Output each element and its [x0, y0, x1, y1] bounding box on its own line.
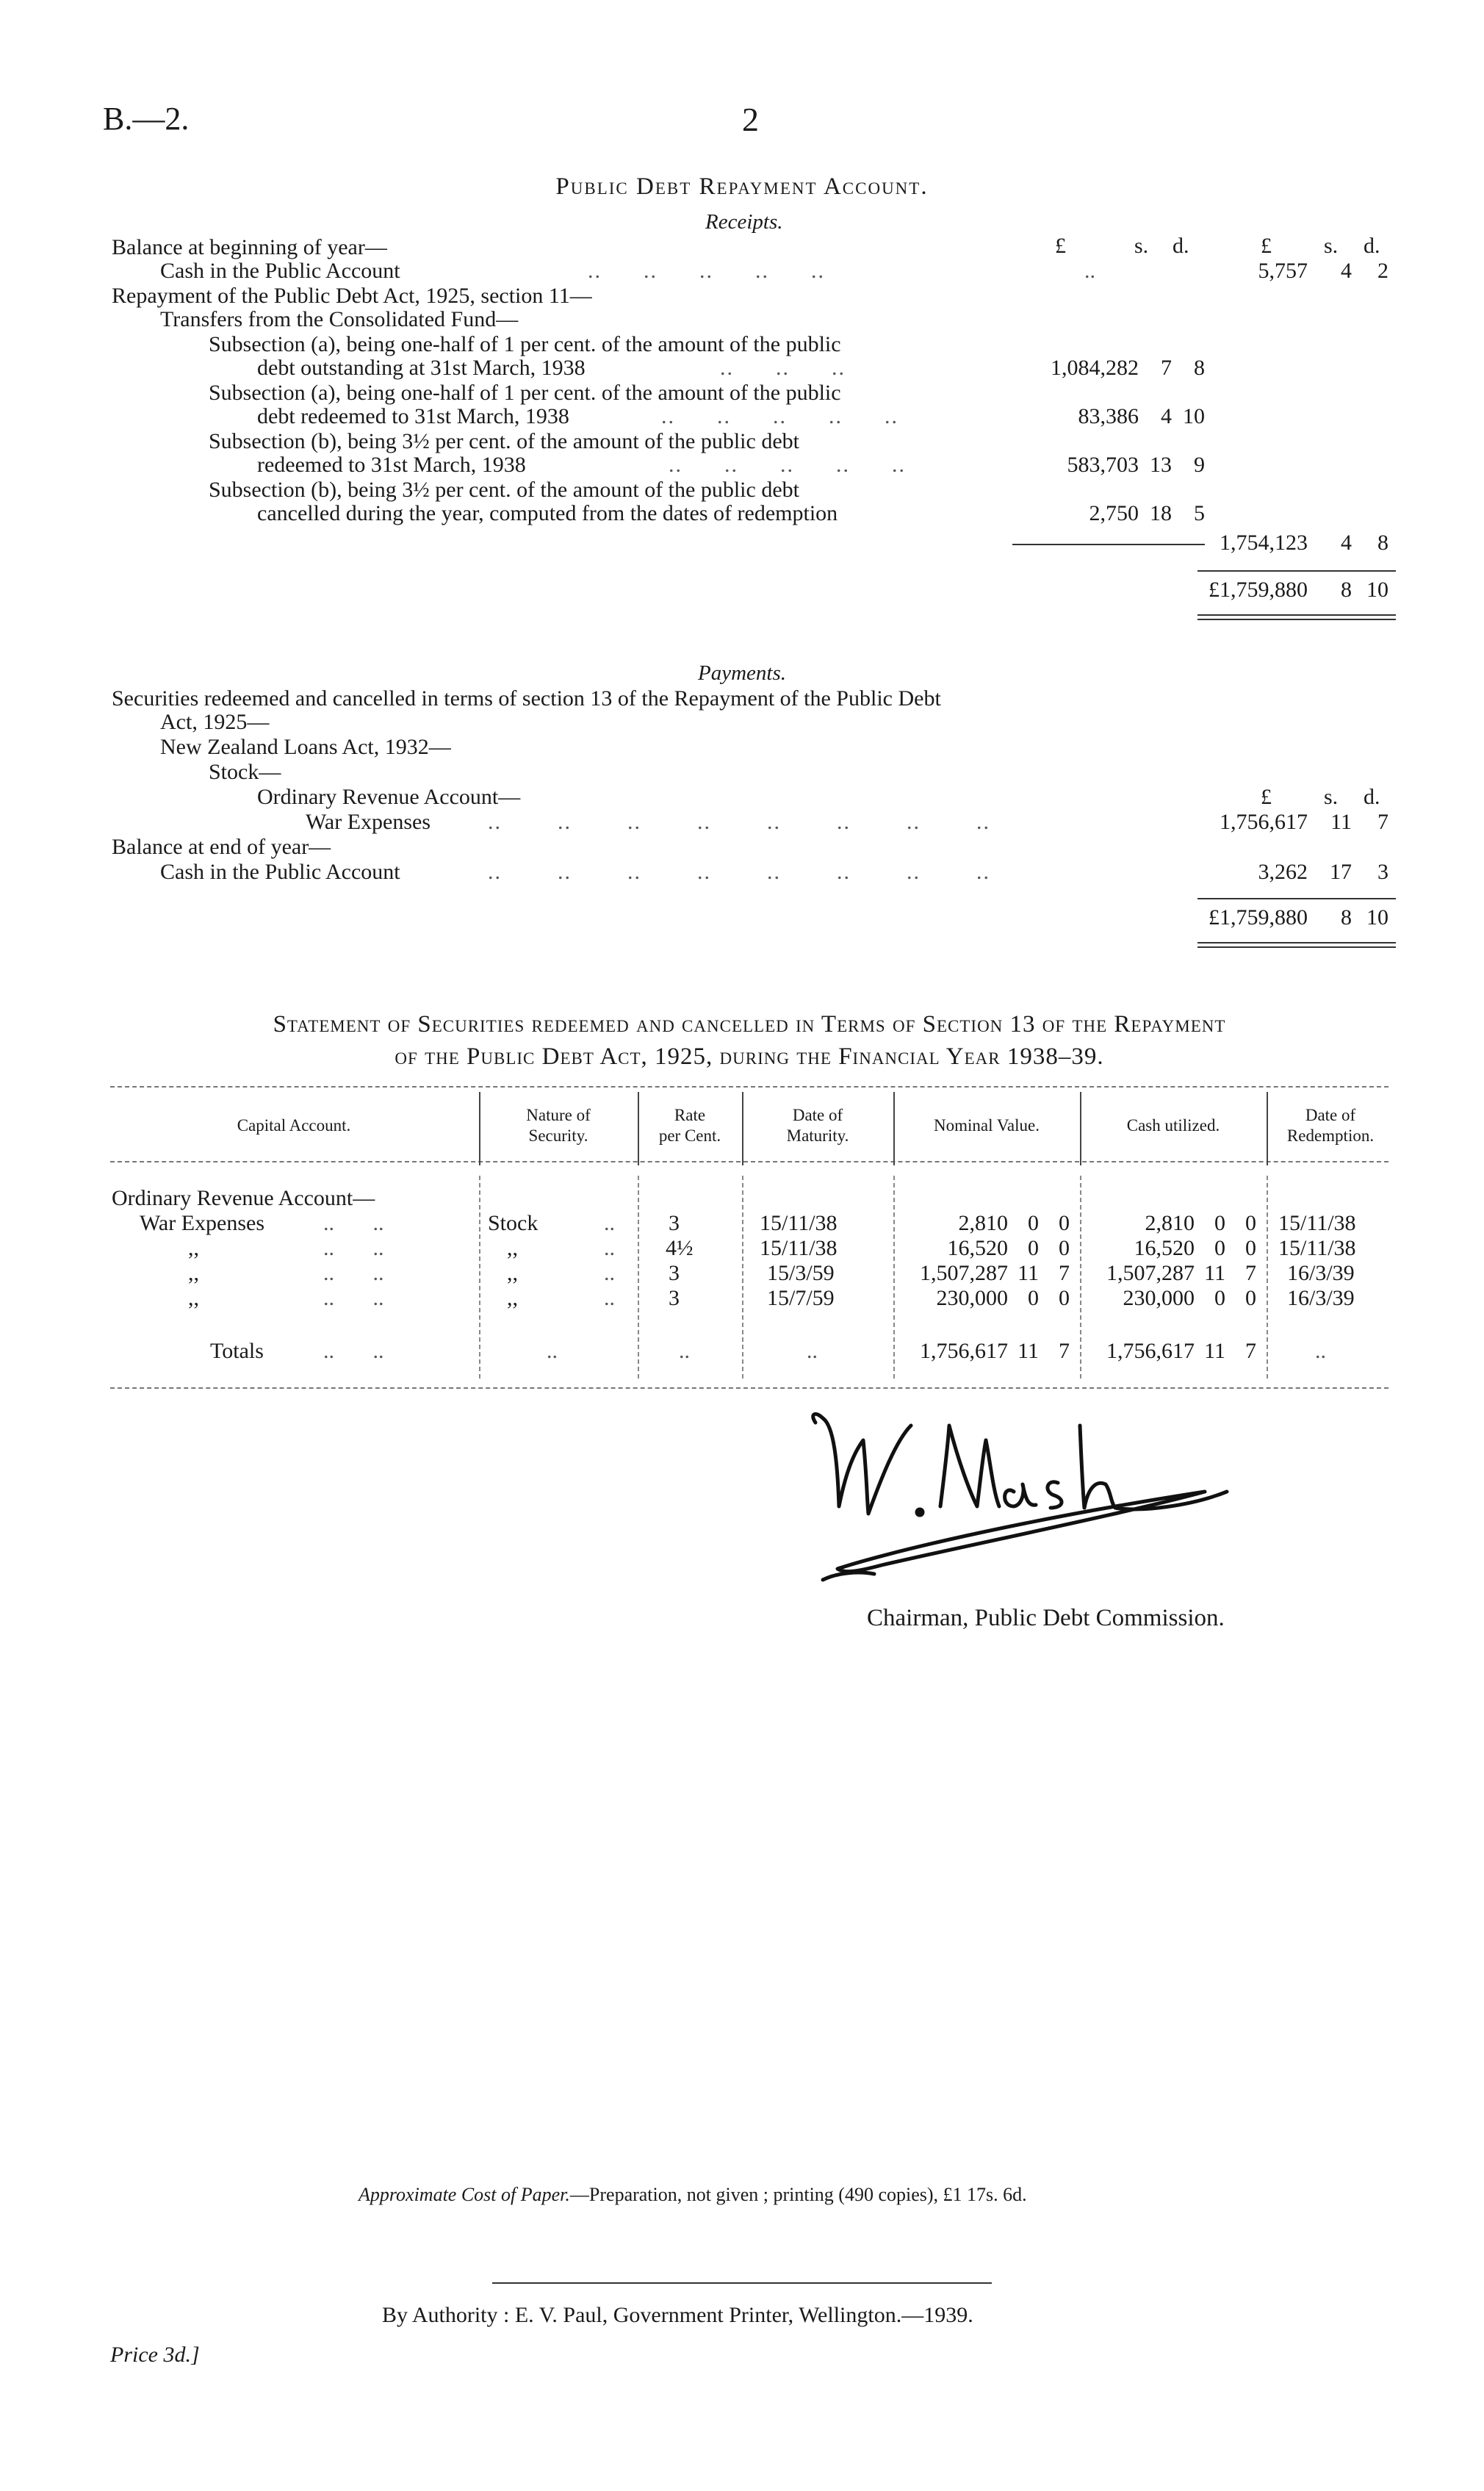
receipts-line: Subsection (b), being 3½ per cent. of the amount of the public debt [209, 478, 799, 502]
row-cash: 1,507,287 [1106, 1261, 1195, 1285]
statement-title-line-2: of the Public Debt Act, 1925, during the Financial Year 1938–39. [395, 1043, 1104, 1070]
totals-cash-d: 7 [1245, 1339, 1256, 1363]
item-d: 8 [1194, 356, 1205, 380]
payments-line: Stock— [209, 760, 281, 784]
receipts-total-pounds: £1,759,880 [1209, 578, 1308, 602]
cost-note [359, 2184, 1027, 2206]
header-rate-1: Rate [674, 1106, 706, 1124]
receipts-heading: Receipts. [705, 210, 783, 234]
payments-line: War Expenses [306, 810, 431, 834]
payments-line: New Zealand Loans Act, 1932— [160, 735, 451, 759]
totals-cash: 1,756,617 [1106, 1339, 1195, 1363]
cash-balance-pounds: 5,757 [1258, 259, 1308, 283]
header-redemption-1: Date of [1305, 1106, 1356, 1124]
receipts-line: Transfers from the Consolidated Fund— [160, 307, 519, 331]
cost-text: —Preparation, not given ; printing (490 copies), £1 17s. 6d. [569, 2184, 1027, 2205]
row-cash-d: 7 [1245, 1261, 1256, 1285]
row-cash: 16,520 [1134, 1236, 1195, 1260]
item-pounds: 583,703 [1067, 453, 1139, 477]
receipts-pound-header-1: £ [1055, 234, 1066, 258]
row-nominal-s: 0 [1028, 1236, 1039, 1260]
authority-line: By Authority : E. V. Paul, Government Printer, Wellington.—1939. [382, 2303, 973, 2327]
totals-nominal-s: 11 [1017, 1339, 1039, 1363]
row-nominal-d: 0 [1059, 1211, 1070, 1235]
payments-line: Ordinary Revenue Account— [257, 785, 521, 809]
receipts-line: Subsection (a), being one-half of 1 per cent. of the amount of the public [209, 332, 841, 356]
row-nominal-s: 0 [1028, 1211, 1039, 1235]
signatory-title: Chairman, Public Debt Commission. [867, 1605, 1225, 1631]
row-nominal-s: 11 [1017, 1261, 1039, 1285]
totals-label: Totals [210, 1339, 264, 1363]
row-nominal-d: 0 [1059, 1236, 1070, 1260]
col-divider [893, 1176, 895, 1379]
row-account: War Expenses [140, 1211, 265, 1235]
receipts-pound-header-2: £ [1261, 234, 1272, 258]
group-label: Ordinary Revenue Account— [112, 1186, 375, 1210]
receipts-subtotal-s: 4 [1341, 531, 1352, 555]
row-nature: Stock [488, 1211, 539, 1235]
row-nature: ,, [507, 1236, 518, 1260]
leader-dots: .. .. [323, 1211, 384, 1235]
payments-cash-d: 3 [1377, 860, 1388, 884]
table-bottom-rule [110, 1387, 1388, 1389]
receipts-d-header-1: d. [1173, 234, 1189, 258]
row-nominal: 230,000 [936, 1286, 1008, 1310]
leader-dots: .. [807, 1339, 818, 1363]
payments-cash-s: 17 [1330, 860, 1352, 884]
payments-pound-header: £ [1261, 785, 1272, 809]
payments-total-s: 8 [1341, 905, 1352, 930]
payments-total-double-rule [1197, 942, 1396, 948]
header-rate-2: per Cent. [658, 1126, 721, 1145]
receipts-total-d: 10 [1366, 578, 1388, 602]
receipts-d-header-2: d. [1364, 234, 1380, 258]
row-maturity: 15/11/38 [760, 1211, 838, 1235]
row-nominal-s: 0 [1028, 1286, 1039, 1310]
totals-nominal: 1,756,617 [920, 1339, 1008, 1363]
row-redemption: 15/11/38 [1278, 1236, 1356, 1260]
receipts-line: Cash in the Public Account [160, 259, 400, 283]
table-top-rule [110, 1086, 1388, 1088]
receipts-line: Repayment of the Public Debt Act, 1925, section 11— [112, 284, 592, 308]
payments-s-header: s. [1324, 785, 1339, 809]
item-s: 7 [1161, 356, 1172, 380]
header-maturity-1: Date of [792, 1106, 843, 1124]
row-redemption: 16/3/39 [1287, 1261, 1355, 1285]
receipts-line: Subsection (b), being 3½ per cent. of the amount of the public debt [209, 429, 799, 453]
payments-total-pounds: £1,759,880 [1209, 905, 1308, 930]
payments-heading: Payments. [698, 661, 786, 685]
row-nominal-d: 0 [1059, 1286, 1070, 1310]
row-nominal: 1,507,287 [920, 1261, 1008, 1285]
header-nominal-value: Nominal Value. [934, 1116, 1040, 1135]
page-number: 2 [742, 101, 759, 138]
item-d: 5 [1194, 501, 1205, 525]
row-cash: 2,810 [1145, 1211, 1195, 1235]
payments-line: Act, 1925— [160, 710, 270, 734]
row-account: ,, [188, 1236, 199, 1260]
header-nature-2: Security. [528, 1126, 588, 1145]
row-account: ,, [188, 1286, 199, 1310]
signature-image [793, 1396, 1249, 1609]
account-title: Public Debt Repayment Account. [555, 173, 929, 200]
header-nature-1: Nature of [526, 1106, 591, 1124]
leader-dots: .. [604, 1286, 615, 1310]
header-cash-utilized: Cash utilized. [1126, 1116, 1220, 1135]
row-rate: 3 [669, 1261, 680, 1285]
row-cash-s: 11 [1204, 1261, 1225, 1285]
row-rate: 4½ [666, 1236, 694, 1260]
col-divider [638, 1176, 639, 1379]
leader-dots: .. .. [323, 1286, 384, 1310]
total-double-rule [1197, 614, 1396, 620]
receipts-line: Balance at beginning of year— [112, 235, 387, 259]
item-d: 9 [1194, 453, 1205, 477]
leader-dots: .. [547, 1339, 558, 1363]
receipts-s-header-1: s. [1134, 234, 1149, 258]
leader-dots: .. .. .. .. .. .. .. .. [488, 810, 990, 834]
authority-rule [492, 2282, 992, 2284]
item-d: 10 [1183, 404, 1205, 428]
leader-dots: .. [604, 1211, 615, 1235]
cash-balance-d: 2 [1377, 259, 1388, 283]
header-maturity-2: Maturity. [786, 1126, 849, 1145]
war-expenses-pounds: 1,756,617 [1220, 810, 1308, 834]
row-cash-s: 0 [1214, 1211, 1225, 1235]
leader-dots: .. .. .. .. .. [669, 453, 906, 477]
leader-dots: .. .. .. .. .. [661, 404, 898, 428]
row-redemption: 16/3/39 [1287, 1286, 1355, 1310]
leader-dots: .. [604, 1236, 615, 1260]
cost-label: Approximate Cost of Paper. [359, 2184, 570, 2205]
leader-dots: .. .. .. .. .. .. .. .. [488, 860, 990, 884]
item-s: 18 [1150, 501, 1172, 525]
document-id: B.—2. [103, 101, 190, 137]
totals-nominal-d: 7 [1059, 1339, 1070, 1363]
row-redemption: 15/11/38 [1278, 1211, 1356, 1235]
col-divider [742, 1176, 743, 1379]
leader-dots: .. .. .. .. .. [588, 259, 825, 283]
row-nominal-d: 7 [1059, 1261, 1070, 1285]
receipts-s-header-2: s. [1324, 234, 1339, 258]
leader-dots: .. .. [323, 1339, 384, 1363]
leader-dots: .. .. .. [720, 356, 846, 380]
receipts-line: debt outstanding at 31st March, 1938 [257, 356, 586, 380]
row-cash-s: 0 [1214, 1236, 1225, 1260]
row-nominal: 16,520 [947, 1236, 1008, 1260]
row-nature: ,, [507, 1261, 518, 1285]
header-redemption-2: Redemption. [1286, 1126, 1375, 1145]
row-cash: 230,000 [1123, 1286, 1195, 1310]
leader-dots: .. .. [323, 1236, 384, 1260]
total-rule [1197, 570, 1396, 572]
payments-line: Securities redeemed and cancelled in terms of section 13 of the Repayment of the Public Debt [112, 686, 941, 711]
price: Price 3d.] [110, 2343, 200, 2367]
table-header-rule [110, 1161, 1388, 1162]
receipts-subtotal-d: 8 [1377, 531, 1388, 555]
war-expenses-s: 11 [1330, 810, 1352, 834]
col-divider [479, 1176, 480, 1379]
receipts-total-s: 8 [1341, 578, 1352, 602]
payments-cash-pounds: 3,262 [1258, 860, 1308, 884]
row-cash-d: 0 [1245, 1211, 1256, 1235]
item-s: 13 [1150, 453, 1172, 477]
row-rate: 3 [669, 1286, 680, 1310]
item-pounds: 83,386 [1078, 404, 1139, 428]
receipts-line: cancelled during the year, computed from the dates of redemption [257, 501, 838, 525]
row-cash-d: 0 [1245, 1286, 1256, 1310]
payments-d-header: d. [1364, 785, 1380, 809]
payments-total-rule [1197, 898, 1396, 899]
cash-balance-s: 4 [1341, 259, 1352, 283]
receipts-line: Subsection (a), being one-half of 1 per cent. of the amount of the public [209, 381, 841, 405]
row-nature: ,, [507, 1286, 518, 1310]
header-capital-account: Capital Account. [237, 1116, 351, 1135]
item-s: 4 [1161, 404, 1172, 428]
item-pounds: 1,084,282 [1051, 356, 1139, 380]
row-maturity: 15/3/59 [767, 1261, 835, 1285]
payments-line: Balance at end of year— [112, 835, 331, 859]
statement-title-line-1: Statement of Securities redeemed and cancelled in Terms of Section 13 of the Repayment [273, 1011, 1226, 1038]
row-account: ,, [188, 1261, 199, 1285]
receipts-line: debt redeemed to 31st March, 1938 [257, 404, 569, 428]
row-cash-s: 0 [1214, 1286, 1225, 1310]
leader-dots: .. [604, 1261, 615, 1285]
col-divider [1267, 1176, 1268, 1379]
receipts-subtotal-pounds: 1,754,123 [1220, 531, 1308, 555]
war-expenses-d: 7 [1377, 810, 1388, 834]
row-nominal: 2,810 [958, 1211, 1008, 1235]
payments-total-d: 10 [1366, 905, 1388, 930]
leader-dots: .. [1315, 1339, 1326, 1363]
leader-dots: .. .. [323, 1261, 384, 1285]
receipts-line: redeemed to 31st March, 1938 [257, 453, 526, 477]
item-pounds: 2,750 [1089, 501, 1139, 525]
leader-dots: .. [679, 1339, 690, 1363]
row-rate: 3 [669, 1211, 680, 1235]
payments-line: Cash in the Public Account [160, 860, 400, 884]
totals-cash-s: 11 [1204, 1339, 1225, 1363]
empty-cell-dots: .. [1084, 259, 1095, 283]
row-maturity: 15/7/59 [767, 1286, 835, 1310]
row-maturity: 15/11/38 [760, 1236, 838, 1260]
row-cash-d: 0 [1245, 1236, 1256, 1260]
col-divider [1080, 1176, 1081, 1379]
